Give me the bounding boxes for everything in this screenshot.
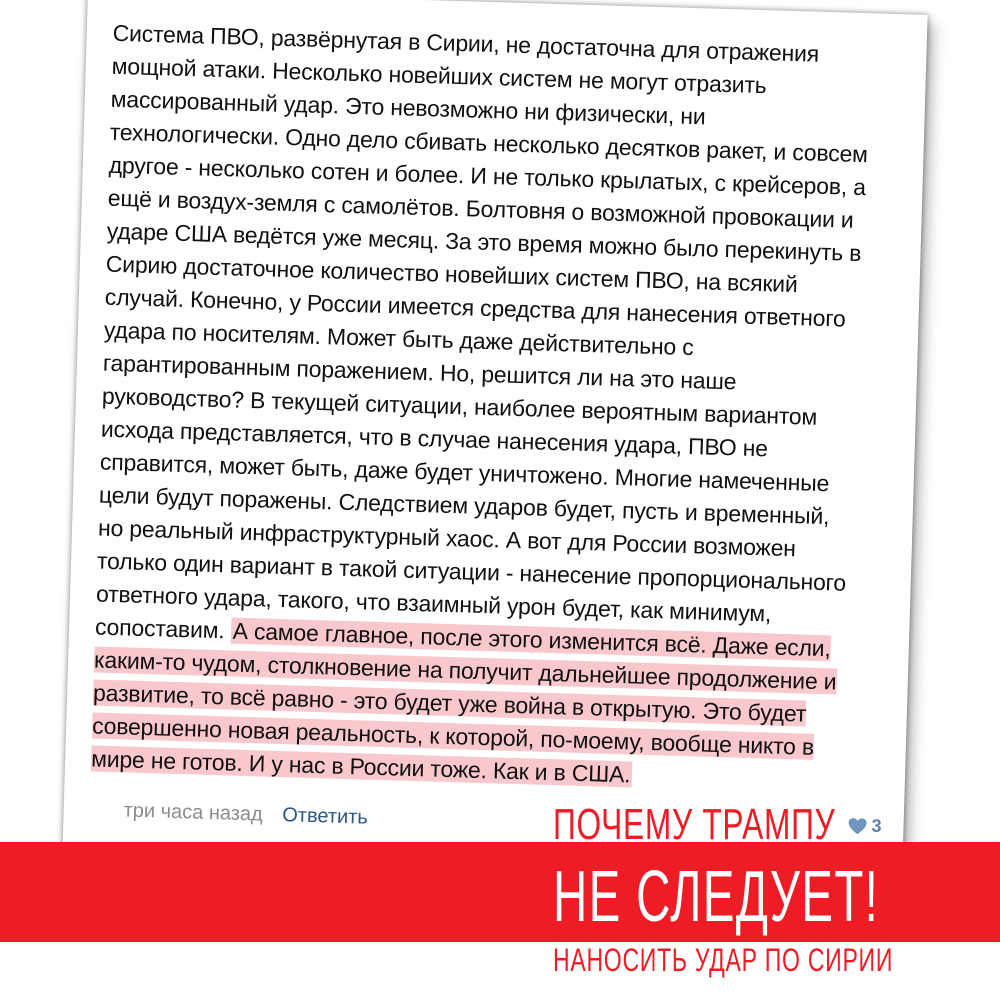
headline-line-1: ПОЧЕМУ ТРАМПУ <box>553 800 836 849</box>
comment-card <box>62 0 928 895</box>
comment-timestamp: три часа назад <box>123 799 264 826</box>
heart-icon <box>847 817 868 836</box>
comment-body <box>91 17 873 798</box>
comment-meta <box>123 799 368 829</box>
headline-line-3: НАНОСИТЬ УДАР ПО СИРИИ <box>553 942 894 978</box>
like-count: 3 <box>871 815 882 836</box>
reply-link[interactable]: Ответить <box>281 804 369 829</box>
comment-text: Система ПВО, развёрнутая в Сирии, не достаточна для отражения мощной атаки. Несколько новейших систем не могут отразить массированный удар. Это невозможно ни физически, ни технологически. Одно дело сбивать несколько десятков ракет, и совсем другое - несколько сотен и более. И не только крылатых, с крейсеров, а ещё и воздух-земля с самолётов. Болтовня о возможной провокации и ударе США ведётся уже месяц. За это время можно было перекинуть в Сирию достаточное количество новейших систем ПВО, на всякий случай. Конечно, у России имеется средства для нанесения ответного удара по носителям. Может быть даже действительно с гарантированным поражением. Но, решится ли на это наше руководство? В текущей ситуации, наиболее вероятным вариантом исхода представляется, что в случае нанесения удара, ПВО не справится, может быть, даже будет уничтожено. Многие намеченные цели будут поражены. Следствием ударов будет, пусть и временный, но реальный инфраструктурный хаос. А вот для России возможен только один вариант в такой ситуации - нанесение пропорционального ответного удара, такого, что взаимный урон будет, как минимум, сопоставим. <box>94 19 869 644</box>
like-button[interactable] <box>847 815 882 837</box>
headline-line-2: НЕ СЛЕДУЕТ! <box>553 857 880 937</box>
comment-highlighted-text: А самое главное, после этого изменится всё. Даже если, каким-то чудом, столкновение на получит дальнейшее продолжение и развитие, то всё равно - это будет уже война в открытую. Это будет совершенно новая реальность, к которой, по-моему, вообще никто в мире не готов. И у нас в России тоже. Как и в США. <box>90 617 837 788</box>
